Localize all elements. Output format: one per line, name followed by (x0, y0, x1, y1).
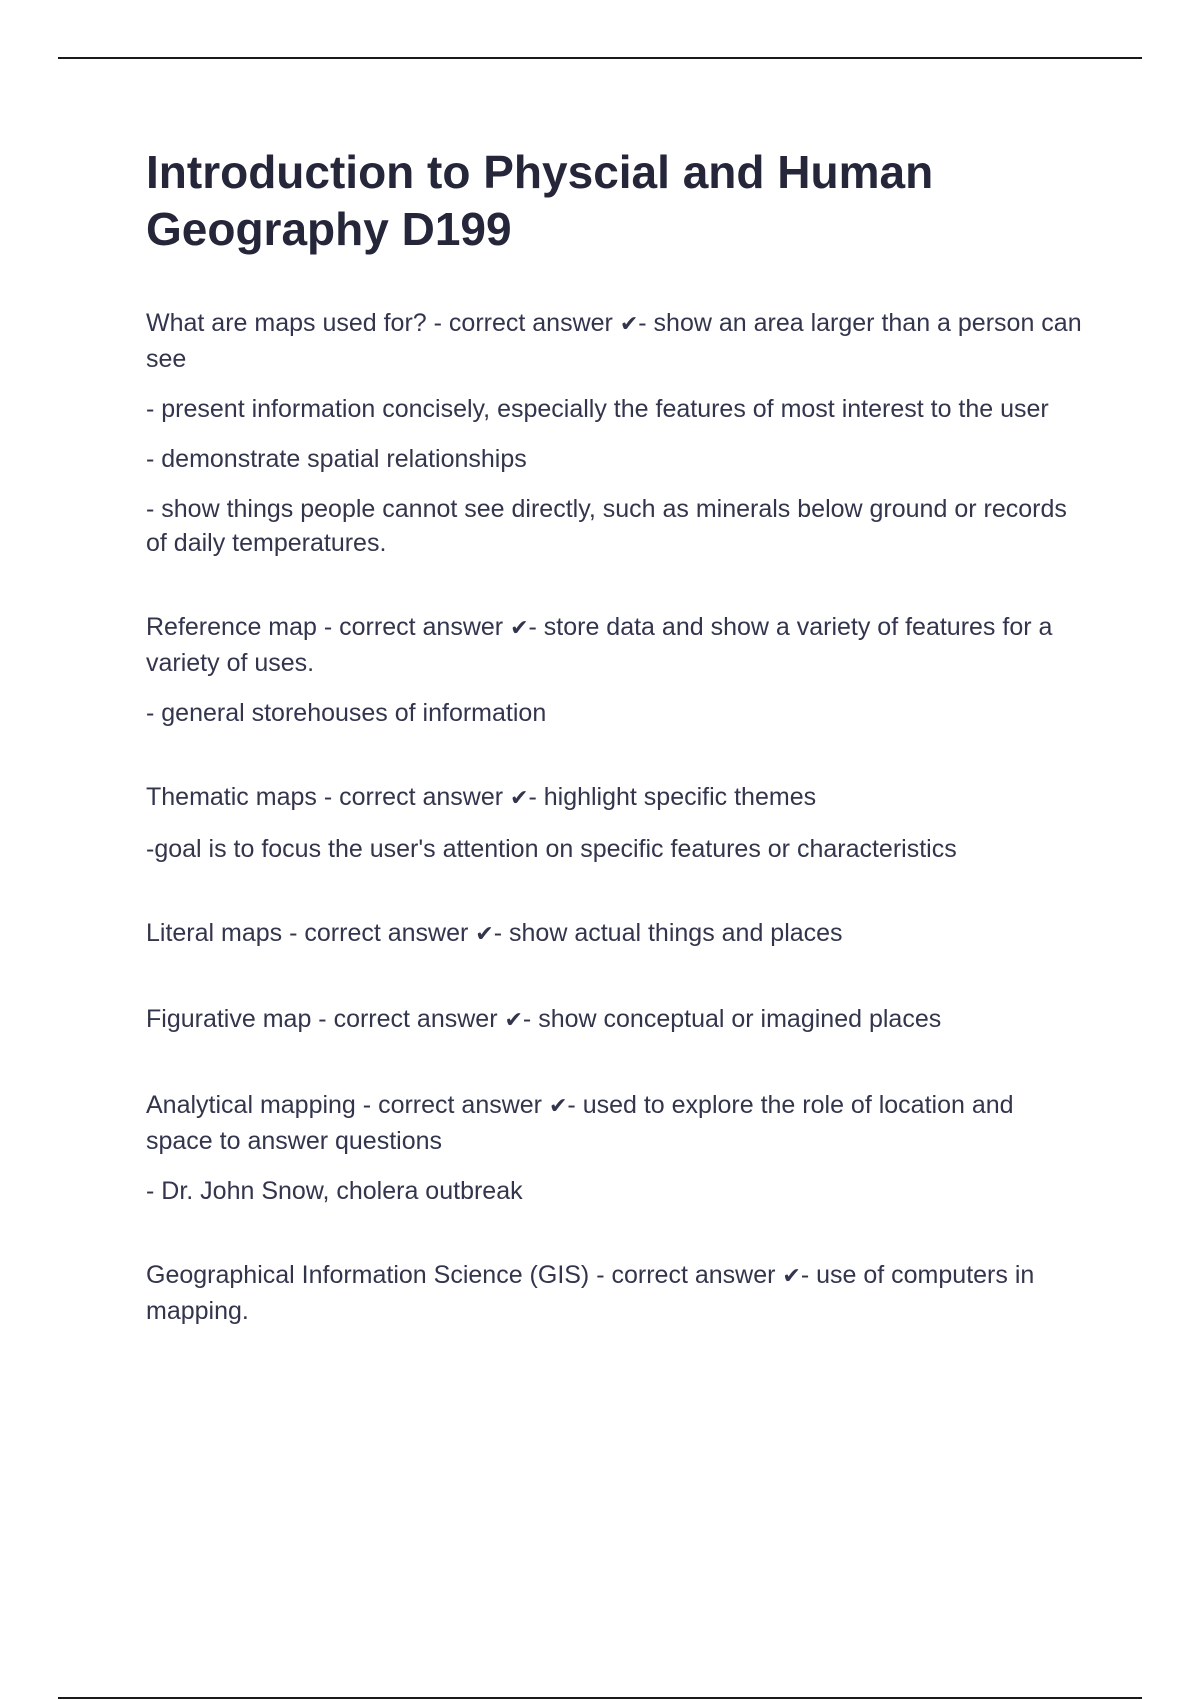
top-divider (58, 57, 1142, 59)
qa-item (146, 1088, 1086, 1208)
answer-marker: correct answer (611, 1261, 776, 1289)
qa-answer: highlight specific themes (543, 783, 817, 811)
qa-list (146, 306, 1086, 1328)
qa-detail-line: - present information concisely, especially the features of most interest to the user (146, 395, 1049, 423)
qa-term: Analytical mapping (146, 1091, 356, 1119)
qa-detail-line: - show things people cannot see directly, such as minerals below ground or records of daily temperatures. (146, 495, 1067, 557)
checkmark-icon: ✔ (510, 616, 529, 641)
qa-question-line: Geographical Information Science (GIS) - correct answer ✔- use of computers in mapping. (146, 1261, 1035, 1325)
answer-marker: correct answer (339, 783, 504, 811)
qa-answer: store data and show a variety of features for a variety of uses. (146, 613, 1053, 677)
checkmark-icon: ✔ (475, 922, 494, 947)
qa-detail-line: - demonstrate spatial relationships (146, 445, 527, 473)
qa-item (146, 916, 1086, 952)
qa-item (146, 610, 1086, 730)
qa-term: Literal maps (146, 919, 283, 947)
qa-answer: show conceptual or imagined places (538, 1005, 942, 1033)
qa-question-line: What are maps used for? - correct answer ✔- show an area larger than a person can see (146, 309, 1082, 373)
page-title: Introduction to Physcial and Human Geography D199 (146, 146, 934, 255)
qa-answer: show an area larger than a person can see (146, 309, 1082, 373)
checkmark-icon: ✔ (510, 786, 529, 811)
qa-question-line: Analytical mapping - correct answer ✔- used to explore the role of location and space to answer questions (146, 1091, 1014, 1155)
checkmark-icon: ✔ (504, 1008, 523, 1033)
qa-term: Reference map (146, 613, 317, 641)
qa-term: Geographical Information Science (GIS) (146, 1261, 590, 1289)
qa-question-line: Figurative map - correct answer ✔- show conceptual or imagined places (146, 1005, 942, 1033)
qa-answer: used to explore the role of location and space to answer questions (146, 1091, 1014, 1155)
answer-marker: correct answer (304, 919, 469, 947)
qa-item (146, 306, 1086, 560)
qa-detail-line: - general storehouses of information (146, 699, 547, 727)
qa-question-line: Reference map - correct answer ✔- store data and show a variety of features for a variety of uses. (146, 613, 1053, 677)
qa-term: Thematic maps (146, 783, 317, 811)
bottom-divider (58, 1697, 1142, 1699)
qa-answer: use of computers in mapping. (146, 1261, 1035, 1325)
qa-answer: show actual things and places (509, 919, 843, 947)
qa-term: Figurative map (146, 1005, 312, 1033)
checkmark-icon: ✔ (548, 1094, 568, 1119)
qa-question-line: Literal maps - correct answer ✔- show actual things and places (146, 919, 843, 947)
qa-item (146, 780, 1086, 866)
qa-term: What are maps used for? (146, 309, 427, 337)
answer-marker: correct answer (448, 309, 613, 337)
checkmark-icon: ✔ (782, 1264, 801, 1289)
answer-marker: correct answer (339, 613, 504, 641)
document-body (146, 144, 1086, 1378)
qa-detail-line: - Dr. John Snow, cholera outbreak (146, 1177, 523, 1205)
answer-marker: correct answer (333, 1005, 498, 1033)
checkmark-icon: ✔ (619, 312, 639, 337)
qa-detail-line: -goal is to focus the user's attention on specific features or characteristics (146, 835, 957, 863)
qa-question-line: Thematic maps - correct answer ✔- highlight specific themes (146, 783, 817, 811)
answer-marker: correct answer (378, 1091, 543, 1119)
qa-item (146, 1258, 1086, 1328)
qa-item (146, 1002, 1086, 1038)
